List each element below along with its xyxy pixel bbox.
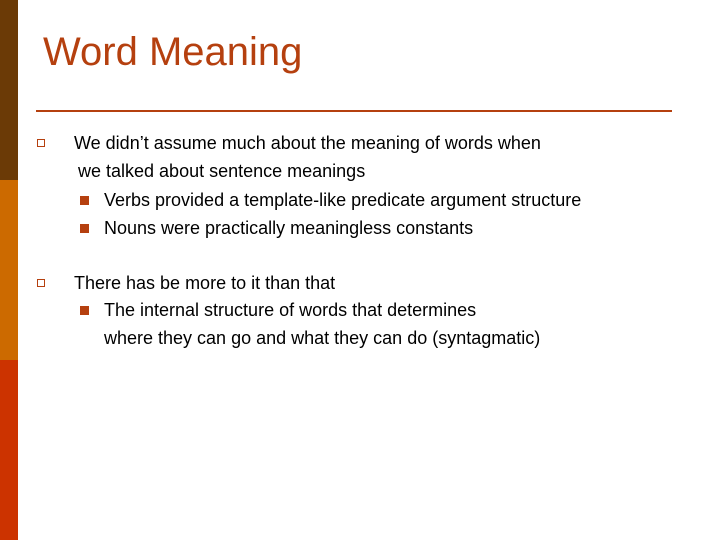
sidebar-segment-dark [0, 0, 18, 180]
filled-square-bullet-icon [80, 224, 89, 233]
sidebar-segment-orange [0, 180, 18, 360]
sub-bullet-text-line: The internal structure of words that determines [104, 300, 477, 320]
bullet-text-line: We didn’t assume much about the meaning of words when [74, 133, 541, 153]
sidebar-accent-bar [0, 0, 18, 540]
sub-bullet-text-line: where they can go and what they can do (syntagmatic) [104, 328, 541, 348]
sub-bullet-text-line: Nouns were practically meaningless constants [104, 218, 474, 238]
title-divider [36, 110, 672, 112]
filled-square-bullet-icon [80, 196, 89, 205]
hollow-square-bullet-icon [37, 279, 45, 287]
bullet-text-line: There has be more to it than that [74, 273, 336, 293]
slide-title: Word Meaning [43, 30, 303, 74]
sub-bullet-text-line: Verbs provided a template-like predicate argument structure [104, 190, 582, 210]
filled-square-bullet-icon [80, 306, 89, 315]
sidebar-segment-red [0, 360, 18, 540]
bullet-text-line: we talked about sentence meanings [78, 161, 366, 181]
hollow-square-bullet-icon [37, 139, 45, 147]
